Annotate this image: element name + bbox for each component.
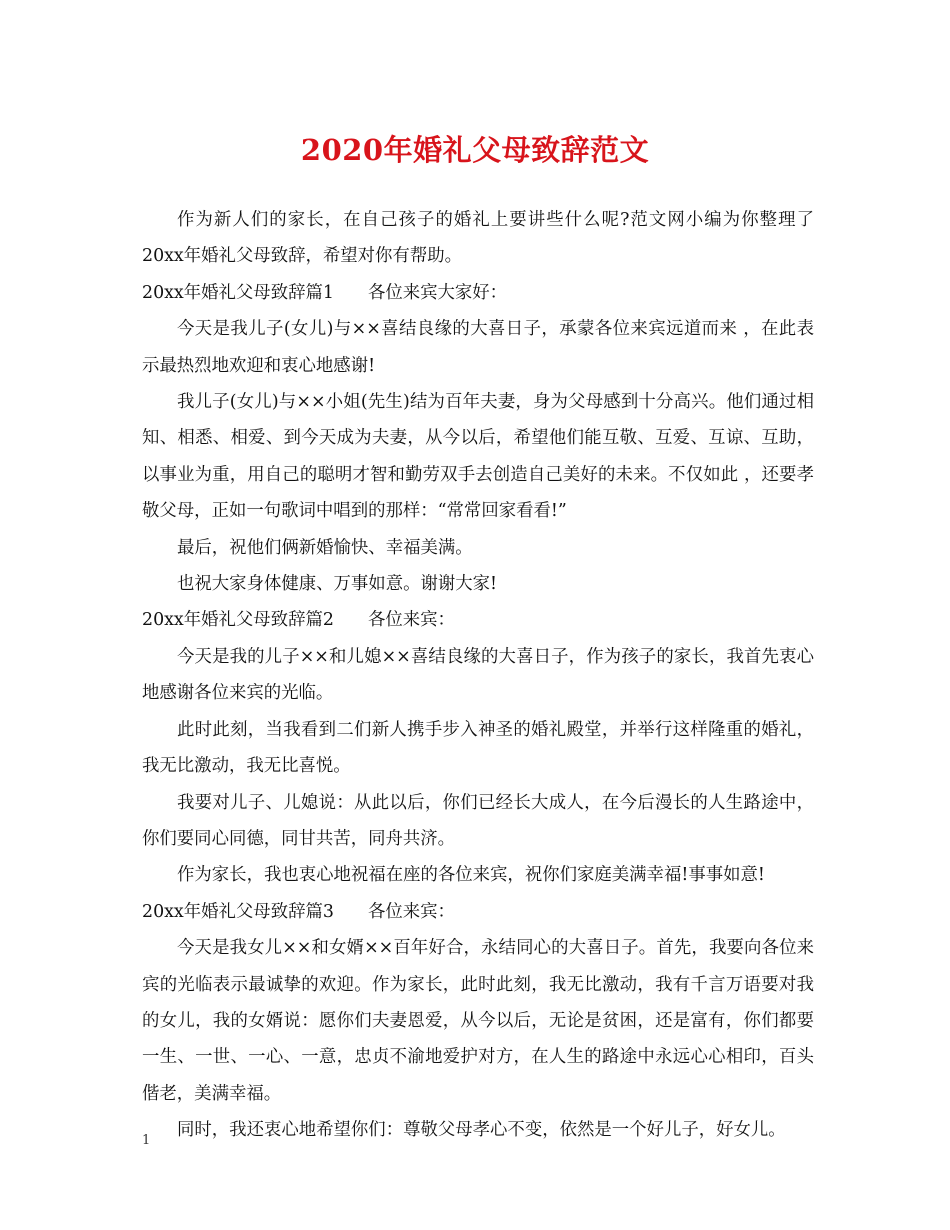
body-paragraph: 我要对儿子、儿媳说：从此以后，你们已经长大成人，在今后漫长的人生路途中，你们要同心同德，同甘共苦，同舟共济。 bbox=[142, 792, 814, 849]
section-heading bbox=[142, 275, 814, 311]
intro-paragraph: 作为新人们的家长，在自己孩子的婚礼上要讲些什么呢?范文网小编为你整理了20xx年婚礼父母致辞，希望对你有帮助。 bbox=[142, 210, 814, 267]
body-paragraph: 今天是我女儿××和女婿××百年好合，永结同心的大喜日子。首先，我要向各位来宾的光临表示最诚挚的欢迎。作为家长，此时此刻，我无比激动，我有千言万语要对我的女儿，我的女婿说：愿你们夫妻恩爱，从今以后，无论是贫困，还是富有，你们都要一生、一世、一心、一意，忠贞不渝地爱护对方，在人生的路途中永远心心相印，百头偕老，美满幸福。 bbox=[142, 938, 814, 1104]
section-title: 20xx年婚礼父母致辞篇1 bbox=[142, 282, 334, 303]
page-number: 1 bbox=[142, 1133, 151, 1148]
document-title: 2020年婚礼父母致辞范文 bbox=[300, 133, 650, 167]
body-paragraph: 作为家长，我也衷心地祝福在座的各位来宾，祝你们家庭美满幸福!事事如意! bbox=[177, 865, 765, 886]
section-greeting: 各位来宾： bbox=[367, 610, 455, 631]
body-paragraph: 同时，我还衷心地希望你们：尊敬父母孝心不变，依然是一个好儿子，好女儿。 bbox=[177, 1120, 786, 1141]
body-paragraph: 今天是我的儿子××和儿媳××喜结良缘的大喜日子，作为孩子的家长，我首先衷心地感谢各位来宾的光临。 bbox=[142, 646, 814, 704]
section-heading bbox=[142, 894, 814, 930]
section-greeting: 各位来宾： bbox=[367, 901, 455, 922]
section-greeting: 各位来宾大家好： bbox=[367, 282, 508, 303]
section-title: 20xx年婚礼父母致辞篇2 bbox=[142, 610, 334, 631]
body-paragraph: 最后，祝他们俩新婚愉快、幸福美满。 bbox=[177, 537, 473, 558]
body-paragraph: 我儿子(女儿)与××小姐(先生)结为百年夫妻，身为父母感到十分高兴。他们通过相知、相悉、相爱、到今天成为夫妻，从今以后，希望他们能互敬、互爱、互谅、互助，以事业为重，用自己的聪明才智和勤劳双手去创造自己美好的未来。不仅如此 ，还要孝敬父母，正如一句歌词中唱到的那样：“常常回家看看!” bbox=[142, 392, 814, 522]
body-paragraph: 今天是我儿子(女儿)与××喜结良缘的大喜日子，承蒙各位来宾远道而来 ，在此表示最热烈地欢迎和衷心地感谢! bbox=[142, 319, 814, 376]
body-paragraph: 也祝大家身体健康、万事如意。谢谢大家! bbox=[177, 574, 498, 595]
body-paragraph: 此时此刻，当我看到二们新人携手步入神圣的婚礼殿堂，并举行这样隆重的婚礼，我无比激动，我无比喜悦。 bbox=[142, 719, 814, 777]
section-heading bbox=[142, 602, 814, 638]
section-title: 20xx年婚礼父母致辞篇3 bbox=[142, 901, 334, 922]
document-body bbox=[142, 202, 814, 1149]
